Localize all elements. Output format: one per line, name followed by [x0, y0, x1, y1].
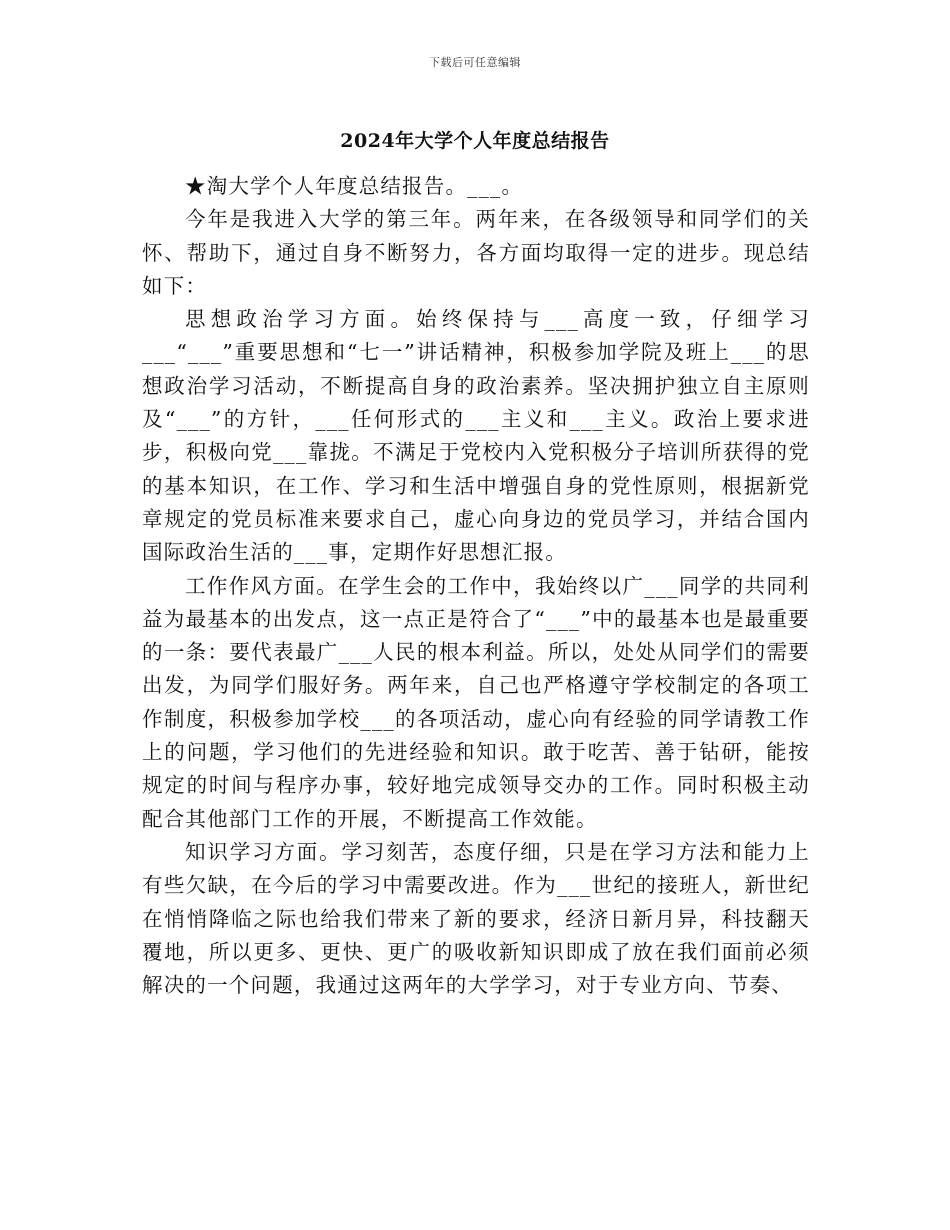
document-title: 2024年大学个人年度总结报告 [340, 130, 610, 152]
document-body [142, 170, 810, 1002]
paragraph-political-study: 思想政治学习方面。始终保持与___高度一致，仔细学习___“___”重要思想和“七一”讲话精神，积极参加学院及班上___的思想政治学习活动，不断提高自身的政治素养。坚决拥护独立自主原则及“___”的方针，___任何形式的___主义和___主义。政治上要求进步，积极向党___靠拢。不满足于党校内入党积极分子培训所获得的党的基本知识，在工作、学习和生活中增强自身的党性原则，根据新党章规定的党员标准来要求自己，虚心向身边的党员学习，并结合国内国际政治生活的___事，定期作好思想汇报。 [142, 307, 810, 565]
paragraph-overview: 今年是我进入大学的第三年。两年来，在各级领导和同学们的关怀、帮助下，通过自身不断努力，各方面均取得一定的进步。现总结如下： [142, 207, 810, 298]
header-note: 下载后可任意编辑 [429, 56, 521, 69]
paragraph-work-style: 工作作风方面。在学生会的工作中，我始终以广___同学的共同利益为最基本的出发点，这一点正是符合了“___”中的最基本也是最重要的一条：要代表最广___人民的根本利益。所以，处处从同学们的需要出发，为同学们服好务。两年来，自己也严格遵守学校制定的各项工作制度，积极参加学校___的各项活动，虚心向有经验的同学请教工作上的问题，学习他们的先进经验和知识。敢于吃苦、善于钻研，能按规定的时间与程序办事，较好地完成领导交办的工作。同时积极主动配合其他部门工作的开展，不断提高工作效能。 [142, 573, 810, 831]
paragraph-intro: ★淘大学个人年度总结报告。___。 [185, 174, 524, 198]
paragraph-knowledge-study: 知识学习方面。学习刻苦，态度仔细，只是在学习方法和能力上有些欠缺，在今后的学习中需要改进。作为___世纪的接班人，新世纪在悄悄降临之际也给我们带来了新的要求，经济日新月异，科技翻天覆地，所以更多、更快、更广的吸收新知识即成了放在我们面前必须解决的一个问题，我通过这两年的大学学习，对于专业方向、节奏、 [142, 839, 810, 998]
